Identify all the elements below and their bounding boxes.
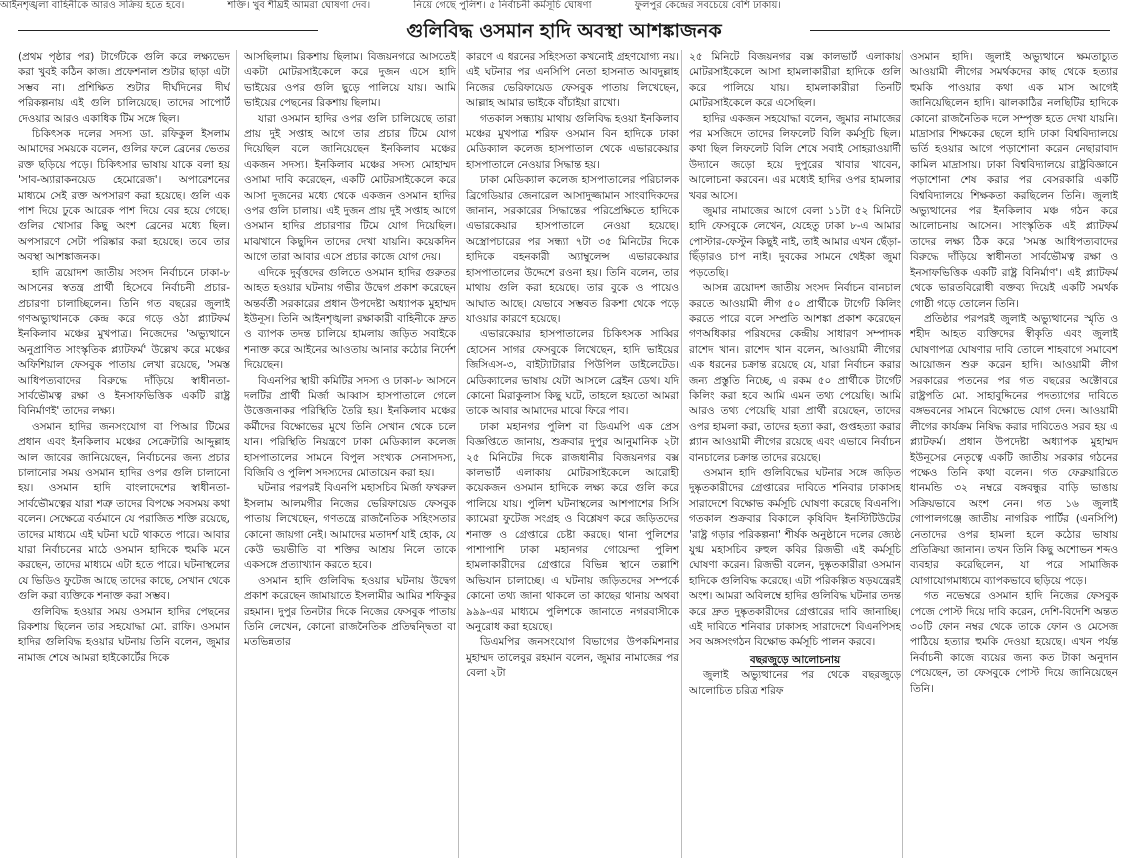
paragraph: বিএনপির স্থায়ী কমিটির সদস্য ও ঢাকা-৮ আসনে দলটির প্রার্থী মির্জা আব্বাস হাসপাতালে গেলে উত্তেজনাকর পরিস্থিতি তৈরি হয়। ইনকিলাব মঞ্চের কর্মীদের বিক্ষোভের মুখে তিনি সেখান থেকে চলে যান। পরিস্থিতি নিয়ন্ত্রণে ঢাকা মেডিক্যাল কলেজ হাসপাতালের সামনে বিপুল সংখ্যক সেনাসদস্য, বিজিবি ও পুলিশ সদস্যদের মোতায়েন করা হয়। [244, 374, 456, 479]
article-columns [18, 50, 1118, 858]
paragraph: গুলিবিদ্ধ হওয়ার সময় ওসমান হাদির পেছনের রিকশায় ছিলেন তার সহযোদ্ধা মো. রাফি। ওসমান হাদির গুলিবিদ্ধ হওয়ার ঘটনায় তিনি বলেন, জুমার নামাজ শেষে আমরা হাইকোর্টের দিকে [18, 605, 230, 664]
article-column-2 [244, 50, 456, 858]
paragraph: ঢাকা মহানগর পুলিশ বা ডিএমপি এক প্রেস বিজ্ঞপ্তিতে জানায়, শুক্রবার দুপুর আনুমানিক ২টা ২৫ মিনিটের দিকে রাজধানীর বিজয়নগর বক্স কালভার্ট এলাকায় মোটরসাইকেলে আরোহী কয়েকজন ওসমান হাদিকে লক্ষ্য করে গুলি করে পালিয়ে যায়। পুলিশ ঘটনাস্থলের আশপাশের সিসি ক্যামেরা ফুটেজ সংগ্রহ ও বিশ্লেষণ করে জড়িতদের শনাক্ত ও গ্রেপ্তারে চেষ্টা করছে। থানা পুলিশের পাশাপাশি ঢাকা মহানগর গোয়েন্দা পুলিশ হামলাকারীদের গ্রেপ্তারে বিভিন্ন স্থানে তল্লাশি অভিযান চালাচ্ছে। এ ঘটনায় জড়িতদের সম্পর্কে কোনো তথ্য জানা থাকলে তা কাছের থানায় অথবা ৯৯৯-এর মাধ্যমে পুলিশকে জানাতে নগরবাসীকে অনুরোধ করা হয়েছে। [466, 420, 679, 634]
article-column-4 [689, 50, 901, 858]
paragraph: হাদি ত্রয়োদশ জাতীয় সংসদ নির্বাচনে ঢাকা-৮ আসনের স্বতন্ত্র প্রার্থী হিসেবে নির্বাচনী প্রচার-প্রচারণা চালাচ্ছিলেন। তিনি গত বছরের জুলাই গণঅভ্যুত্থানকে কেন্দ্র করে গড়ে ওঠা প্ল্যাটফর্ম ইনকিলাব মঞ্চের মুখপাত্র। নিজেদের 'অভ্যুত্থানে অনুপ্রাণিত সাংস্কৃতিক প্ল্যাটফর্ম' উল্লেখ করে মঞ্চের অফিশিয়াল ফেসবুক পাতায় লেখা রয়েছে, 'সমস্ত আধিপত্যবাদের বিরুদ্ধে দাঁড়িয়ে স্বাধীনতা-সার্বভৌমত্ব রক্ষা ও ইনসাফভিত্তিক একটি রাষ্ট্র বিনির্মাণই' তাদের লক্ষ্য। [18, 266, 230, 418]
article-column-3 [466, 50, 679, 858]
paragraph: জুলাই অভ্যুত্থানের পর থেকে বছরজুড়ে আলোচিত চরিত্র শরিফ [689, 669, 901, 697]
paragraph: ওসমান হাদি গুলিবিদ্ধের ঘটনার সঙ্গে জড়িত দুষ্কৃতকারীদের গ্রেপ্তারের দাবিতে শনিবার ঢাকাসহ সারাদেশে বিক্ষোভ কর্মসূচি ঘোষণা করেছে বিএনপি। গতকাল শুক্রবার বিকালে কৃষিবিদ ইনস্টিটিউটের 'রাষ্ট্র গড়ার পরিকল্পনা' শীর্ষক অনুষ্ঠানে দলের জ্যেষ্ঠ যুগ্ম মহাসচিব রুহুল কবির রিজভী এই কর্মসূচি ঘোষণা করেন। রিজভী বলেন, দুষ্কৃতকারীরা ওসমান হাদিকে গুলিবিদ্ধ করেছে। এটা পরিকল্পিত ষড়যন্ত্রেরই অংশ। আমরা অবিলম্বে হাদির গুলিবিদ্ধ ঘটনার তদন্ত করে দ্রুত দুষ্কৃতকারীদের গ্রেপ্তারের দাবি জানাচ্ছি। এই দাবিতে শনিবার ঢাকাসহ সারাদেশে বিএনপিসহ সব অঙ্গসংগঠন বিক্ষোভ কর্মসূচি পালন করবে। [689, 466, 901, 649]
paragraph: আসন্ন ত্রয়োদশ জাতীয় সংসদ নির্বাচন বানচাল করতে আওয়ামী লীগ ৫০ প্রার্থীকে টার্গেট কিলিং করতে পারে বলে সম্প্রতি আশঙ্কা প্রকাশ করেছেন গণঅধিকার পরিষদের কেন্দ্রীয় সাধারণ সম্পাদক রাশেদ খান। রাশেদ খান বলেন, আওয়ামী লীগের এক ধরনের চক্রান্ত রয়েছে যে, যারা নির্বাচন করার জন্য প্রস্তুতি নিচ্ছে, এ রকম ৫০ প্রার্থীকে টার্গেট কিলিং করা হবে আমি এমন তথ্য পেয়েছি। আমি আরও তথ্য পেয়েছি যারা প্রার্থী রয়েছেন, তাদের ওপর হামলা করা, তাদের হত্যা করা, গুপ্তহত্যা করার প্ল্যান আওয়ামী লীগের রয়েছে এবং এভাবে নির্বাচন বানচালের চক্রান্ত তাদের রয়েছে। [689, 282, 901, 464]
paragraph: ওসমান হাদি গুলিবিদ্ধ হওয়ার ঘটনায় উদ্বেগ প্রকাশ করেছেন জামায়াতে ইসলামীর আমির শফিকুর রহমান। দুপুর তিনটার দিকে নিজের ফেসবুক পাতায় তিনি লেখেন, কোনো রাজনৈতিক প্রতিদ্বন্দ্বিতা বা মতভিন্নতার [244, 574, 456, 649]
strip-text-2: শক্তি। খুব শীঘ্রই আমরা ঘোষণা দেব। [227, 0, 371, 11]
paragraph: কারণে এ ধরনের সহিংসতা কখনোই গ্রহণযোগ্য নয়। এই ঘটনার পর এনসিপি নেতা হাসনাত আবদুল্লাহ নিজের ভেরিফায়েড ফেসবুক পাতায় লিখেছেন, আল্লাহ আমার ভাইকে বাঁচাইয়া রাখো। [466, 51, 679, 110]
paragraph: চিকিৎসক দলের সদস্য ডা. রফিকুল ইসলাম আমাদের সময়কে বলেন, গুলির ফলে ব্রেনের ভেতর রক্ত ছড়িয়ে পড়ে। চিকিৎসার ভাষায় যাকে বলা হয় 'সাব-অ্যারাকনয়েড হেমোরেজ'। অপারেশনের মাধ্যমে সেই রক্ত অপসারণ করা হয়েছে। গুলি এক পাশ দিয়ে ঢুকে আরেক পাশ দিয়ে বের হয়ে গেছে। গুলির খোসার কিছু অংশ ব্রেনের মধ্যে ছিল। অপসারণে সেটা পরিষ্কার করা হয়েছে। তবে তার অবস্থা আশঙ্কাজনক। [18, 128, 230, 264]
paragraph: ঘটনার পরপরই বিএনপি মহাসচিব মির্জা ফখরুল ইসলাম আলমগীর নিজের ভেরিফায়েড ফেসবুক পাতায় লিখেছেন, গণতন্ত্রে রাজনৈতিক সহিংসতার কোনো জায়গা নেই। আমাদের মতাদর্শ যাই হোক, যে কেউ ভয়ভীতি বা শক্তির আশ্রয় নিলে তাকে একসঙ্গে প্রত্যাখ্যান করতে হবে। [244, 482, 456, 572]
headline-block [18, 17, 1110, 45]
article-column-1 [18, 50, 230, 858]
paragraph: গত নভেম্বরে ওসমান হাদি নিজের ফেসবুক পেজে পোস্ট দিয়ে দাবি করেন, দেশি-বিদেশি অন্তত ৩০টি ফোন নম্বর থেকে তাকে ফোন ও মেসেজ পাঠিয়ে হত্যার হুমকি দেওয়া হয়েছে। এখন পর্যন্ত নির্বাচনী কাজে ব্যয়ের জন্য কত টাকা অনুদান পেয়েছেন, তা ফেসবুকে পোস্ট দিয়ে জানিয়েছেন তিনি। [910, 590, 1118, 695]
paragraph: (প্রথম পৃষ্ঠার পর) টার্গেটকে গুলি করে লক্ষ্যভেদ করা খুবই কঠিন কাজ। প্রফেশনাল শুটার ছাড়া এটা সম্ভব না। প্রশিক্ষিত শুটার দীর্ঘদিনের দীর্ঘ পরিকল্পনায় এই গুলি চালিয়েছে। তাদের সাপোর্ট দেওয়ার আরও একাধিক টিম সঙ্গে ছিল। [18, 51, 230, 125]
paragraph: এদিকে দুর্বৃত্তদের গুলিতে ওসমান হাদির গুরুতর আহত হওয়ার ঘটনায় গভীর উদ্বেগ প্রকাশ করেছেন অন্তর্বর্তী সরকারের প্রধান উপদেষ্টা অধ্যাপক মুহাম্মদ ইউনূস। তিনি আইনশৃঙ্খলা রক্ষাকারী বাহিনীকে দ্রুত ও ব্যাপক তদন্ত চালিয়ে হামলায় জড়িত সবাইকে শনাক্ত করে আইনের আওতায় আনার কঠোর নির্দেশ দিয়েছেন। [244, 266, 456, 372]
paragraph: যারা ওসমান হাদির ওপর গুলি চালিয়েছে তারা প্রায় দুই সপ্তাহ আগে তার প্রচার টিমে যোগ দিয়েছিল বলে জানিয়েছেন ইনকিলাব মঞ্চের একজন সদস্য। ইনকিলাব মঞ্চের সদস্য মোহাম্মদ ওসামা দাবি করেছেন, একটি মোটরসাইকেলে করে আসা দুজনের মধ্যে থেকে একজন ওসমান হাদির ওপর গুলি চালায়। এই দুজন প্রায় দুই সপ্তাহ আগে ওসমান হাদির প্রচারণার টিমে যোগ দিয়েছিল। মাঝখানে কিছুদিন তাদের দেখা যায়নি। কয়েকদিন আগে তারা আবার এসে প্রচার কাজে যোগ দেয়। [244, 112, 456, 264]
previous-page-strip [0, 0, 1128, 14]
paragraph: এভারকেয়ার হাসপাতালের চিকিৎসক সাব্বির হোসেন সাগর ফেসবুকে লিখেছেন, হাদি ভাইয়ের জিসিএস-৩, বাইট্যাটারার পিউপিল ডাইলেটেড। মেডিক্যালের ভাষায় যেটা আসলে ব্রেইন ডেথ। যদি কোনো মিরাকুলাস কিছু ঘটে, তাহলে হয়তো আমরা তাকে আবার আমাদের মাঝে ফিরে পাব। [466, 328, 679, 418]
paragraph: আসছিলাম। রিকশায় ছিলাম। বিজয়নগরে আসতেই একটা মোটরসাইকেলে করে দুজন এসে হাদি ভাইয়ের ওপর গুলি ছুড়ে পালিয়ে যায়। আমি ভাইয়ের পেছনের রিকশায় ছিলাম। [244, 51, 456, 110]
paragraph: ওসমান হাদির জনসংযোগ বা পিআর টিমের প্রধান এবং ইনকিলাব মঞ্চের সেক্রেটারি আব্দুল্লাহ আল জাবের জানিয়েছেন, নির্বাচনের জন্য প্রচার চালানোর সময় ওসমান হাদির ওপর গুলি চালানো হয়। ওসমান হাদি বাংলাদেশের স্বাধীনতা-সার্বভৌমত্বের যারা শত্রু তাদের বিপক্ষে সবসময় কথা বলেন। সেক্ষেত্রে বর্তমানে যে পরাজিত শক্তি রয়েছে, তাদের মাধ্যমে এই ঘটনা ঘটে থাকতে পারে। আবার যারা নির্বাচনের মাঠে ওসমান হাদিকে হুমকি মনে করছেন, তাদের মাধ্যমে এটা হতে পারে। ঘটনাস্থলের যে ভিডিও ফুটেজ আছে তাদের কাছে, সেখান থেকে গুলি করা ব্যক্তিকে শনাক্ত করা সম্ভব। [18, 420, 230, 603]
headline-text: গুলিবিদ্ধ ওসমান হাদি অবস্থা আশঙ্কাজনক [394, 20, 733, 42]
paragraph: ওসমান হাদি। জুলাই অভ্যুত্থানে ক্ষমতাচ্যুত আওয়ামী লীগের সমর্থকদের কাছ থেকে হত্যার হুমকি পাওয়ার কথা এক মাস আগেই জানিয়েছিলেন হাদি। ঝালকাঠির নলছিটির হাদিকে কোনো রাজনৈতিক দলে সম্পৃক্ত হতে দেখা যায়নি। মাদ্রাসার শিক্ষকের ছেলে হাদি ঢাকা বিশ্ববিদ্যালয়ে ভর্তি হওয়ার আগে পড়াশোনা করেন নেছারাবাদ কামিল মাদ্রাসায়। ঢাকা বিশ্ববিদ্যালয়ে রাষ্ট্রবিজ্ঞানে পড়াশোনা শেষ করার পর বেসরকারি একটি বিশ্ববিদ্যালয়ে শিক্ষকতা করছিলেন তিনি। জুলাই অভ্যুত্থানের পর ইনকিলাব মঞ্চ গঠন করে আলোচনায় আসেন। সাংস্কৃতিক এই প্ল্যাটফর্ম তাদের লক্ষ্য ঠিক করে 'সমস্ত আধিপত্যবাদের বিরুদ্ধে দাঁড়িয়ে স্বাধীনতা সার্বভৌমত্ব রক্ষা ও ইনসাফভিত্তিক একটি রাষ্ট্র বিনির্মাণ'। এই প্ল্যাটফর্ম থেকে ভারতবিরোধী বক্তব্য দিয়েই একটি সমর্থক গোষ্ঠী গড়ে তোলেন তিনি। [910, 51, 1118, 310]
paragraph: হাদির একজন সহযোদ্ধা বলেন, জুমার নামাজের পর মসজিদে তাদের লিফলেট বিলি কর্মসূচি ছিল। কথা ছিল লিফলেট বিলি শেষে সবাই সোহরাওয়ার্দী উদ্যানে জড়ো হয়ে দুপুরের খাবার খাবেন, আলোচনা করবেন। এর মধ্যেই হাদির ওপর হামলার খবর আসে। [689, 112, 901, 202]
paragraph: জুমার নামাজের আগে বেলা ১১টা ৫২ মিনিটে হাদি ফেসবুকে লেখেন, যেহেতু ঢাকা ৮-এ আমার পোস্টার-ফেস্টুন কিছুই নাই, তাই আমার এখন ছেঁড়া-ছিঁড়ারও চাপ নাই। দুবকের সামনে থেইকা জুমা পড়তেছি। [689, 205, 901, 279]
paragraph: প্রতিষ্ঠার পরপরই জুলাই অভ্যুত্থানের স্মৃতি ও শহীদ আহত ব্যক্তিদের স্বীকৃতি এবং জুলাই ঘোষণাপত্র ঘোষণার দাবি তোলে শাহবাগে সমাবেশ আয়োজন শুরু করেন হাদি। আওয়ামী লীগ সরকারের পতনের পর গত বছরের অক্টোবরে রাষ্ট্রপতি মো. সাহাবুদ্দিনের পদত্যাগের দাবিতে বঙ্গভবনের সামনে বিক্ষোভে যোগ দেন। আওয়ামী লীগের কার্যক্রম নিষিদ্ধ করার দাবিতেও সরব হয় এ প্ল্যাটফর্ম। প্রধান উপদেষ্টা অধ্যাপক মুহাম্মদ ইউনূসের নেতৃত্বে একটি জাতীয় সরকার গঠনের পক্ষেও তিনি কথা বলেন। গত ফেব্রুয়ারিতে ধানমন্ডি ৩২ নম্বরে বঙ্গবন্ধুর বাড়ি ভাঙায় সক্রিয়ভাবে অংশ নেন। গত ১৬ জুলাই গোপালগঞ্জে জাতীয় নাগরিক পার্টির (এনসিপি) নেতাদের ওপর হামলা হলে কঠোর ভাষায় প্রতিক্রিয়া জানান। তখন তিনি কিছু অশোভন শব্দও ব্যবহার করেছিলেন, যা পরে সামাজিক যোগাযোগমাধ্যমে ব্যাপকভাবে ছড়িয়ে পড়ে। [910, 312, 1118, 587]
strip-text-1: আইনশৃঙ্খলা বাহিনীকে আরও সক্রিয় হতে হবে। [0, 0, 185, 11]
strip-text-4: ফুলপুর কেন্দ্রের সবচেয়ে বেশি ঢাকায়। [634, 0, 781, 11]
article-column-5 [910, 50, 1118, 858]
subheading [689, 653, 901, 668]
subheading-text: বছরজুড়ে আলোচনায় [749, 653, 841, 666]
paragraph: ২৫ মিনিটে বিজয়নগর বক্স কালভার্ট এলাকায় মোটরসাইকেলে আসা হামলাকারীরা হাদিকে গুলি করে পালিয়ে যায়। হামলাকারীরা তিনটি মোটরসাইকেলে করে এসেছিল। [689, 51, 901, 110]
paragraph: গতকাল সন্ধ্যায় মাথায় গুলিবিদ্ধ হওয়া ইনকিলাব মঞ্চের মুখপাত্র শরিফ ওসমান বিন হাদিকে ঢাকা মেডিক্যাল কলেজ হাসপাতাল থেকে এভারকেয়ার হাসপাতালে নেওয়ার সিদ্ধান্ত হয়। [466, 112, 679, 171]
paragraph: ঢাকা মেডিক্যাল কলেজ হাসপাতালের পরিচালক ব্রিগেডিয়ার জেনারেল আসাদুজ্জামান সাংবাদিকদের জানান, সরকারের সিদ্ধান্তের পরিপ্রেক্ষিতে হাদিকে এভারকেয়ার হাসপাতালে নেওয়া হয়েছে। অস্ত্রোপচারের পর সন্ধ্যা ৭টা ৩৫ মিনিটের দিকে হাদিকে বহনকারী অ্যাম্বুলেন্স এভারকেয়ার হাসপাতালের উদ্দেশে রওনা হয়। তিনি বলেন, তার মাথায় গুলি করা হয়েছে। তার বুকে ও পায়েও আঘাত আছে। যেভাবে সম্ভবত রিকশা থেকে পড়ে যাওয়ার কারণে হয়েছে। [466, 174, 679, 325]
strip-text-3: নিয়ে গেছে পুলিশ। ৫ নির্বাচনী কর্মসূচি ঘোষণা [413, 0, 592, 11]
headline [18, 17, 1110, 45]
paragraph: ডিএমপির জনসংযোগ বিভাগের উপকমিশনার মুহাম্মদ তালেবুর রহমান বলেন, জুমার নামাজের পর বেলা ২টা [466, 636, 679, 680]
